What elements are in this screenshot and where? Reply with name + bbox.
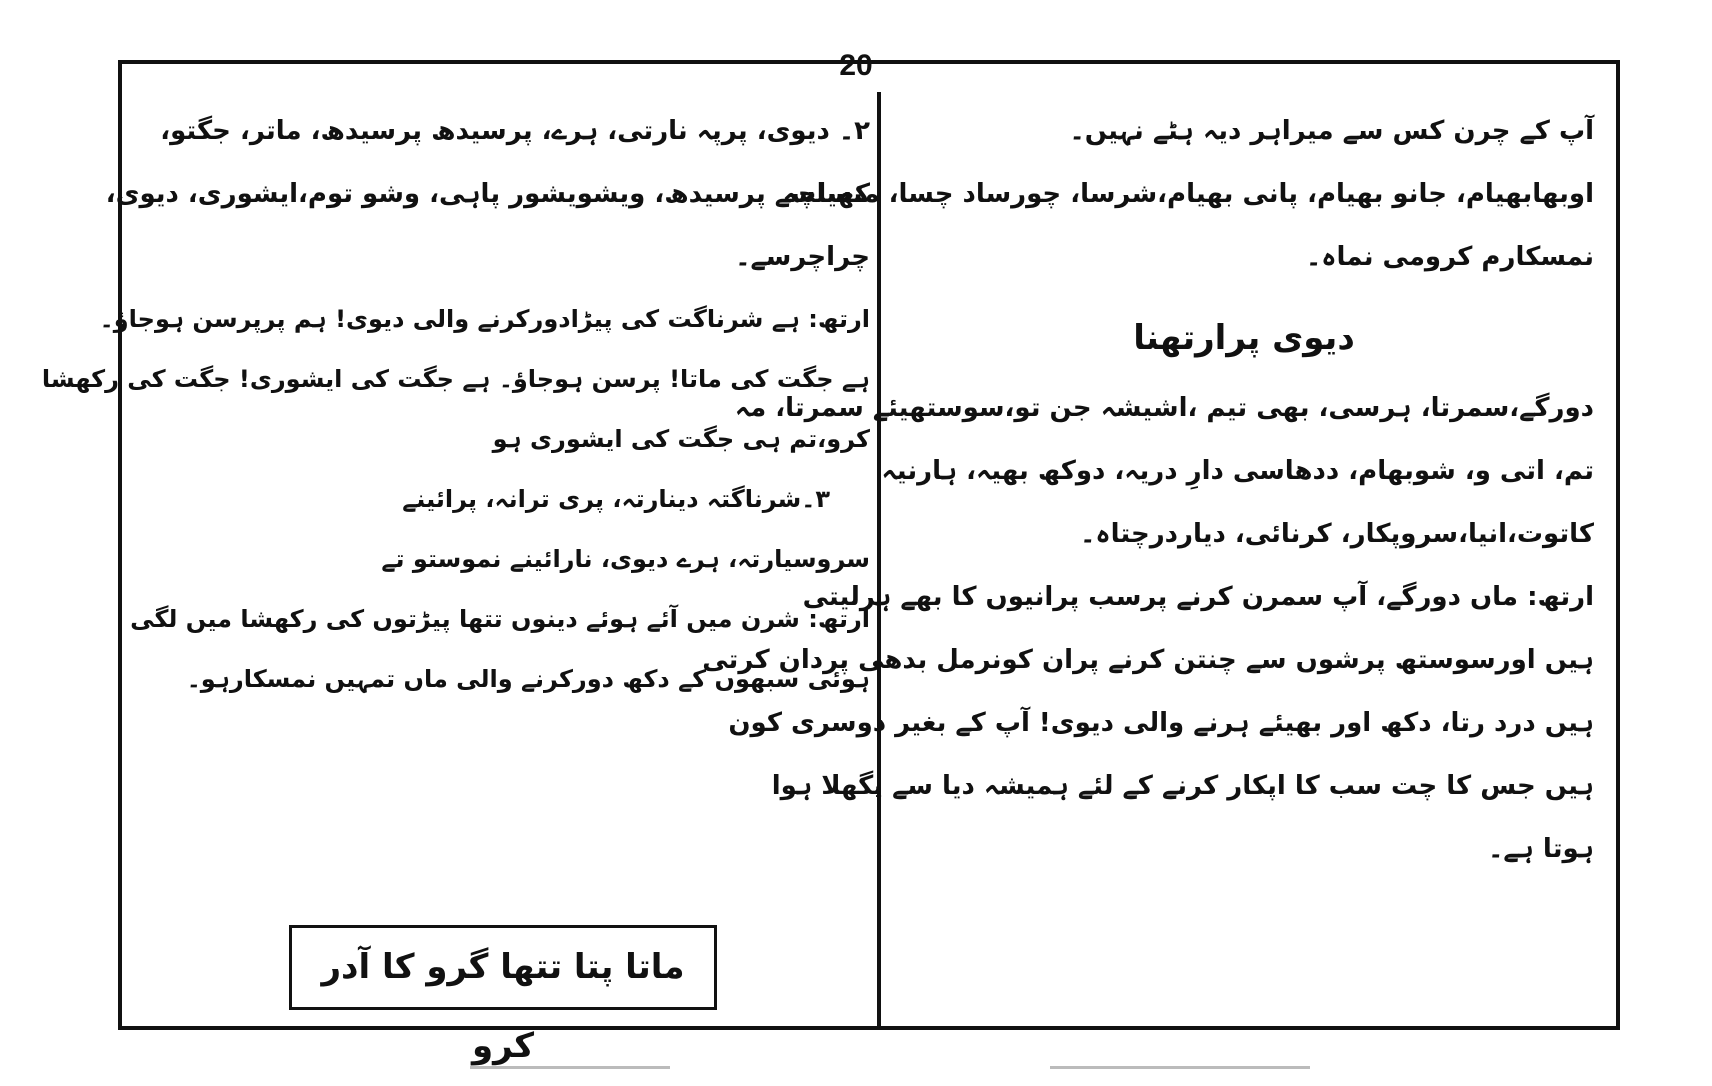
verse2-line: چراچرسے۔ (735, 242, 870, 272)
verse3-line: ۳۔شرناگتہ دینارتہ، پری ترانہ، پرائینے (402, 485, 830, 513)
meaning-line: ہیں اورسوستھ پرشوں سے چنتن کرنے پران کونرمل بدھی پردان کرتی (702, 645, 1594, 675)
scan-noise (470, 1066, 670, 1069)
intro-line: نمسکارم کرومی نماہ۔ (1306, 242, 1594, 272)
verse-line: تم، اتی و، شوبھام، ددھاسی دارِ دریہ، دوکھ بھیہ، ہارنیہ (881, 456, 1594, 486)
intro-line: آپ کے چرن کس سے میراہر دیہ ہٹے نہیں۔ (1069, 116, 1594, 146)
verse2-line: کھیلسے پرسیدھ، ویشویشور پاہی، وشو توم،ایشوری، دیوی، (105, 179, 870, 209)
meaning2-line: کرو،تم ہی جگت کی ایشوری ہو (492, 425, 870, 453)
intro-line: اوبھابھیام، جانو بھیام، پانی بھیام،شرسا، چورساد چسا، منساچہ (782, 179, 1594, 209)
column-divider (877, 92, 881, 1030)
page-number: 20 (839, 49, 873, 82)
boxed-quote: ماتا پتا تتھا گرو کا آدر کرو (289, 925, 717, 1010)
meaning-line: ہیں درد رتا، دکھ اور بھیئے ہرنے والی دیوی! آپ کے بغیر دوسری کون (728, 708, 1594, 738)
scan-noise (1050, 1066, 1310, 1069)
meaning3-line: ہوئی سبھوں کے دکھ دورکرنے والی ماں تمہیں نمسکارہو۔ (186, 665, 870, 693)
verse-line: کاتوت،انیا،سروپکار، کرنائی، دیاردرچتاہ۔ (1080, 519, 1594, 549)
meaning2-line: ہے جگت کی ماتا! پرسن ہوجاؤ۔ ہے جگت کی ایشوری! جگت کی رکھشا (41, 365, 870, 393)
prayer-heading: دیوی پرارتھنا (1133, 318, 1355, 358)
meaning3-line: ارتھ: شرن میں آئے ہوئے دینوں تتھا پیڑتوں کی رکھشا میں لگی (130, 605, 870, 633)
meaning-line: ارتھ: ماں دورگے، آپ سمرن کرنے پرسب پرانیوں کا بھے ہرلیتی (802, 582, 1594, 612)
verse3-line: سروسیارتہ، ہرے دیوی، نارائینے نموستو تے (381, 545, 870, 573)
meaning2-line: ارتھ: ہے شرناگت کی پیڑادورکرنے والی دیوی! ہم پرپرسن ہوجاؤ۔ (99, 305, 870, 333)
left-column (41, 100, 870, 709)
meaning-line: ہوتا ہے۔ (1488, 834, 1594, 864)
verse-line: دورگے،سمرتا، ہرسی، بھی تیم ،اشیشہ جن تو،سوستھیئے سمرتا، مہ (734, 393, 1594, 423)
meaning-line: ہیں جس کا چت سب کا اپکار کرنے کے لئے ہمیشہ دیا سے پگھلا ہوا (771, 771, 1594, 801)
verse2-line: ۲۔ دیوی، پرپہ نارتی، ہرے، پرسیدھ پرسیدھ، ماتر، جگتو، (160, 116, 870, 146)
